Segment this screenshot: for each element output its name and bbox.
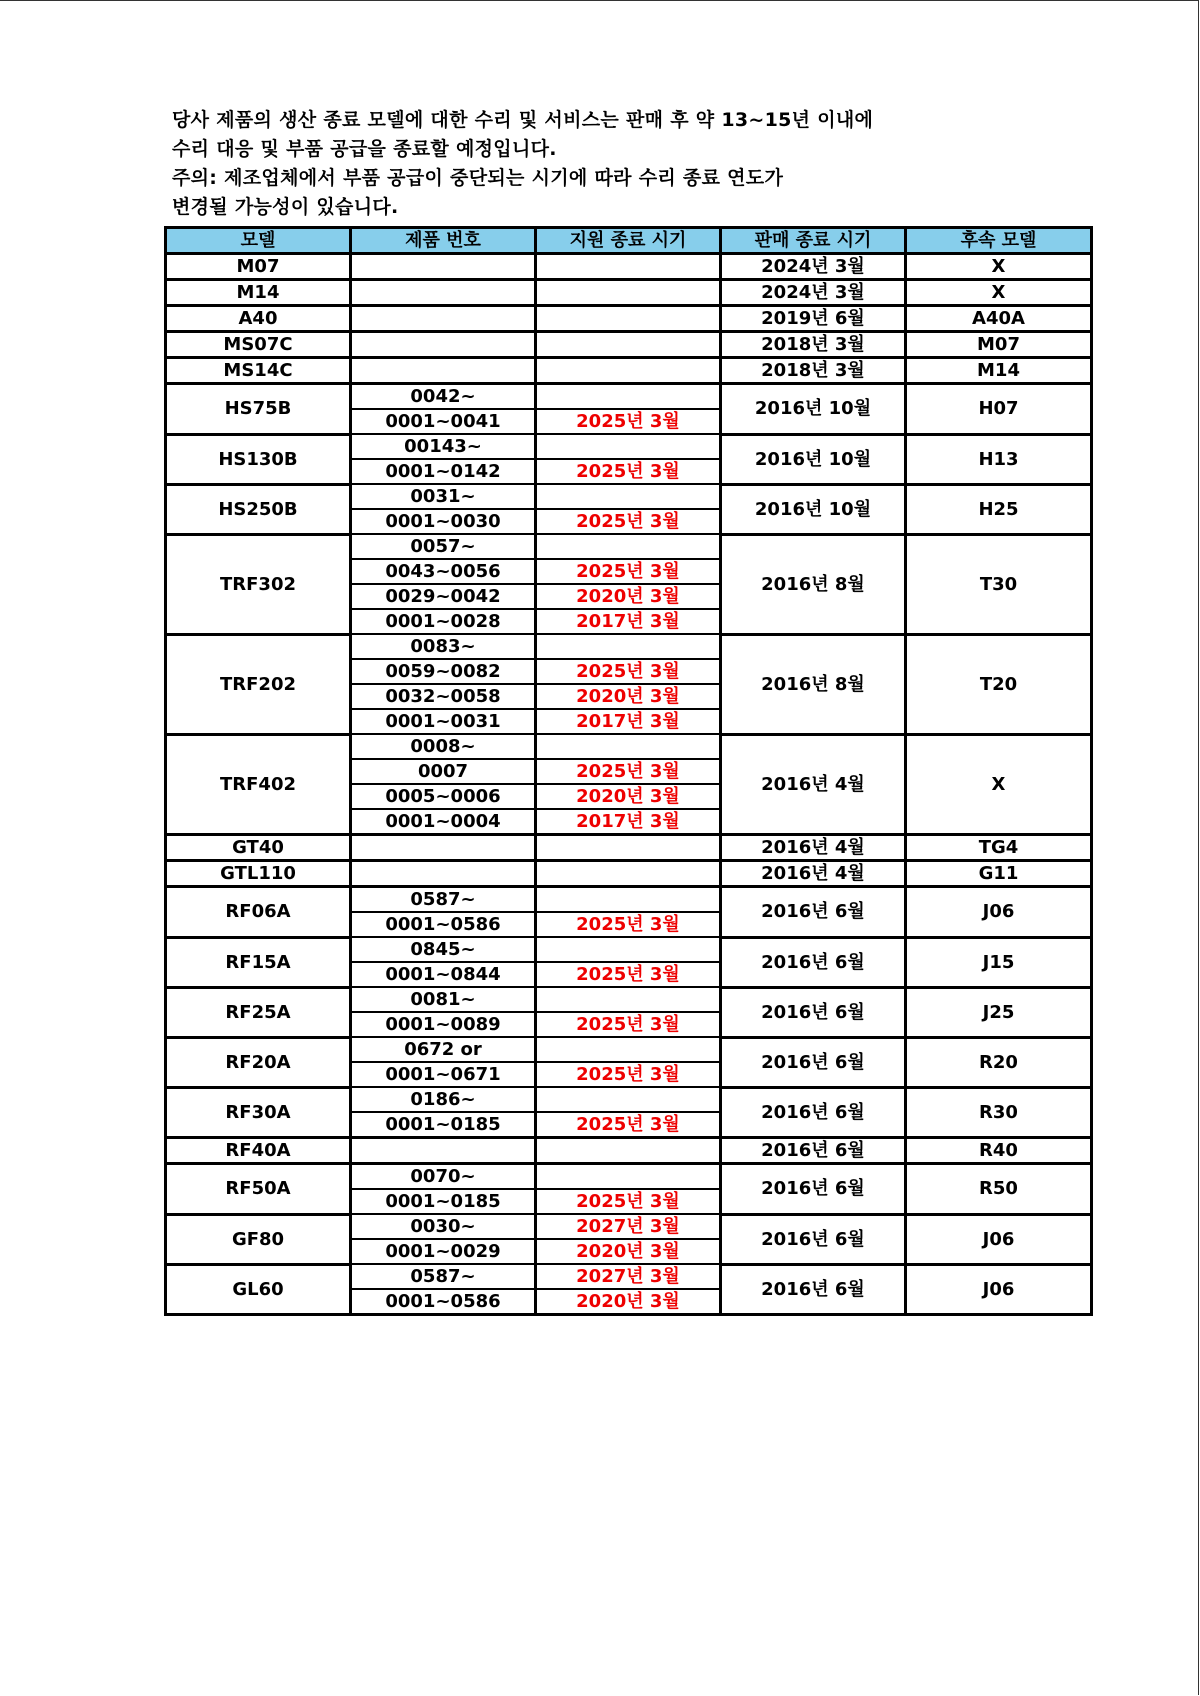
sales-end-cell: 2016년 6월: [721, 937, 906, 987]
serial-cell: 0001~0028: [351, 609, 536, 634]
successor-cell: T20: [906, 634, 1092, 734]
successor-cell: M07: [906, 332, 1092, 358]
support-end-cell: 2025년 3월: [536, 559, 721, 584]
table-row: [166, 254, 1092, 280]
support-end-cell: 2017년 3월: [536, 709, 721, 734]
serial-cell: 0186~: [351, 1087, 536, 1112]
sales-end-cell: 2018년 3월: [721, 332, 906, 358]
serial-cell: 0032~0058: [351, 684, 536, 709]
model-cell: RF20A: [166, 1037, 351, 1087]
header-support-end: 지원 종료 시기: [536, 228, 721, 254]
model-cell: RF25A: [166, 987, 351, 1037]
support-end-cell: [536, 634, 721, 659]
model-cell: HS250B: [166, 484, 351, 534]
serial-cell: 0001~0671: [351, 1062, 536, 1087]
successor-cell: R50: [906, 1164, 1092, 1215]
serial-cell: 0007: [351, 759, 536, 784]
table-row: [166, 384, 1092, 410]
sales-end-cell: 2016년 10월: [721, 484, 906, 534]
table-row: [166, 434, 1092, 459]
model-cell: RF30A: [166, 1087, 351, 1138]
serial-cell: 0030~: [351, 1214, 536, 1239]
notice-line: 수리 대응 및 부품 공급을 종료할 예정입니다.: [172, 138, 557, 160]
support-end-cell: [536, 1037, 721, 1062]
model-cell: GT40: [166, 835, 351, 861]
serial-cell: [351, 332, 536, 358]
eol-table: [164, 226, 1093, 1316]
serial-cell: 0587~: [351, 1264, 536, 1289]
sales-end-cell: 2016년 4월: [721, 835, 906, 861]
serial-cell: 0001~0586: [351, 1289, 536, 1315]
support-end-cell: [536, 1164, 721, 1190]
support-end-cell: 2025년 3월: [536, 1189, 721, 1214]
support-end-cell: [536, 280, 721, 306]
table-body: [166, 254, 1092, 1315]
table-row: [166, 1037, 1092, 1062]
sales-end-cell: 2016년 10월: [721, 434, 906, 484]
sales-end-cell: 2024년 3월: [721, 254, 906, 280]
support-end-cell: 2025년 3월: [536, 659, 721, 684]
serial-cell: [351, 835, 536, 861]
serial-cell: [351, 306, 536, 332]
successor-cell: G11: [906, 861, 1092, 887]
header-serial: 제품 번호: [351, 228, 536, 254]
table-row: [166, 937, 1092, 962]
support-end-cell: 2025년 3월: [536, 1112, 721, 1138]
support-end-cell: [536, 835, 721, 861]
model-cell: MS14C: [166, 358, 351, 384]
support-end-cell: [536, 534, 721, 559]
support-end-cell: [536, 384, 721, 410]
serial-cell: [351, 358, 536, 384]
sales-end-cell: 2016년 8월: [721, 634, 906, 734]
serial-cell: 0845~: [351, 937, 536, 962]
sales-end-cell: 2016년 6월: [721, 987, 906, 1037]
serial-cell: 0001~0844: [351, 962, 536, 987]
support-end-cell: 2025년 3월: [536, 1012, 721, 1037]
model-cell: RF50A: [166, 1164, 351, 1215]
successor-cell: M14: [906, 358, 1092, 384]
sales-end-cell: 2024년 3월: [721, 280, 906, 306]
serial-cell: 0001~0004: [351, 809, 536, 835]
successor-cell: J06: [906, 887, 1092, 938]
successor-cell: X: [906, 280, 1092, 306]
model-cell: TRF202: [166, 634, 351, 734]
serial-cell: 0001~0142: [351, 459, 536, 484]
table-row: [166, 332, 1092, 358]
table-row: [166, 987, 1092, 1012]
table-row: [166, 306, 1092, 332]
model-cell: GL60: [166, 1264, 351, 1315]
successor-cell: A40A: [906, 306, 1092, 332]
support-end-cell: 2020년 3월: [536, 684, 721, 709]
sales-end-cell: 2016년 6월: [721, 1087, 906, 1138]
serial-cell: 0001~0030: [351, 509, 536, 534]
successor-cell: J15: [906, 937, 1092, 987]
support-end-cell: [536, 358, 721, 384]
model-cell: RF06A: [166, 887, 351, 938]
successor-cell: J06: [906, 1214, 1092, 1264]
support-end-cell: [536, 484, 721, 509]
notice-line: 주의: 제조업체에서 부품 공급이 중단되는 시기에 따라 수리 종료 연도가: [172, 167, 784, 189]
notice-line: 당사 제품의 생산 종료 모델에 대한 수리 및 서비스는 판매 후 약 13~15년 이내에: [172, 109, 874, 131]
support-end-cell: 2025년 3월: [536, 962, 721, 987]
support-end-cell: 2027년 3월: [536, 1264, 721, 1289]
serial-cell: 0043~0056: [351, 559, 536, 584]
successor-cell: T30: [906, 534, 1092, 634]
support-end-cell: 2017년 3월: [536, 609, 721, 634]
successor-cell: R20: [906, 1037, 1092, 1087]
sales-end-cell: 2016년 6월: [721, 887, 906, 938]
header-successor: 후속 모델: [906, 228, 1092, 254]
notice-line: 변경될 가능성이 있습니다.: [172, 196, 399, 218]
table-row: [166, 1264, 1092, 1289]
sales-end-cell: 2016년 6월: [721, 1138, 906, 1164]
serial-cell: 0001~0185: [351, 1112, 536, 1138]
model-cell: GF80: [166, 1214, 351, 1264]
sales-end-cell: 2016년 4월: [721, 734, 906, 835]
support-end-cell: 2020년 3월: [536, 784, 721, 809]
table-row: [166, 835, 1092, 861]
successor-cell: H07: [906, 384, 1092, 435]
model-cell: TRF302: [166, 534, 351, 634]
table-row: [166, 1087, 1092, 1112]
table-row: [166, 1138, 1092, 1164]
sales-end-cell: 2016년 6월: [721, 1037, 906, 1087]
header-row: [166, 228, 1092, 254]
serial-cell: [351, 254, 536, 280]
support-end-cell: 2020년 3월: [536, 1289, 721, 1315]
serial-cell: 0042~: [351, 384, 536, 410]
successor-cell: J06: [906, 1264, 1092, 1315]
support-end-cell: [536, 1087, 721, 1112]
table-row: [166, 1164, 1092, 1190]
model-cell: RF15A: [166, 937, 351, 987]
successor-cell: X: [906, 254, 1092, 280]
sales-end-cell: 2016년 8월: [721, 534, 906, 634]
serial-cell: 0001~0041: [351, 409, 536, 434]
sales-end-cell: 2016년 10월: [721, 384, 906, 435]
table-row: [166, 734, 1092, 759]
serial-cell: 0081~: [351, 987, 536, 1012]
serial-cell: 0001~0185: [351, 1189, 536, 1214]
model-cell: M14: [166, 280, 351, 306]
model-cell: TRF402: [166, 734, 351, 835]
support-end-cell: [536, 434, 721, 459]
serial-cell: 0587~: [351, 887, 536, 913]
successor-cell: R40: [906, 1138, 1092, 1164]
sales-end-cell: 2016년 6월: [721, 1214, 906, 1264]
sales-end-cell: 2019년 6월: [721, 306, 906, 332]
model-cell: HS130B: [166, 434, 351, 484]
support-end-cell: [536, 887, 721, 913]
serial-cell: 0672 or: [351, 1037, 536, 1062]
header-sales-end: 판매 종료 시기: [721, 228, 906, 254]
serial-cell: 0001~0089: [351, 1012, 536, 1037]
table-row: [166, 534, 1092, 559]
sales-end-cell: 2016년 6월: [721, 1164, 906, 1215]
successor-cell: X: [906, 734, 1092, 835]
support-end-cell: 2020년 3월: [536, 1239, 721, 1264]
serial-cell: 0008~: [351, 734, 536, 759]
support-end-cell: [536, 1138, 721, 1164]
successor-cell: TG4: [906, 835, 1092, 861]
support-end-cell: [536, 306, 721, 332]
support-end-cell: [536, 987, 721, 1012]
model-cell: HS75B: [166, 384, 351, 435]
model-cell: A40: [166, 306, 351, 332]
model-cell: GTL110: [166, 861, 351, 887]
serial-cell: [351, 1138, 536, 1164]
support-end-cell: 2025년 3월: [536, 759, 721, 784]
support-end-cell: 2025년 3월: [536, 912, 721, 937]
header-model: 모델: [166, 228, 351, 254]
support-end-cell: [536, 937, 721, 962]
support-end-cell: [536, 734, 721, 759]
support-end-cell: [536, 332, 721, 358]
model-cell: M07: [166, 254, 351, 280]
serial-cell: 0029~0042: [351, 584, 536, 609]
notice-text: [172, 106, 1072, 222]
table-row: [166, 634, 1092, 659]
support-end-cell: 2025년 3월: [536, 1062, 721, 1087]
serial-cell: 0001~0586: [351, 912, 536, 937]
successor-cell: H25: [906, 484, 1092, 534]
serial-cell: 0059~0082: [351, 659, 536, 684]
sales-end-cell: 2016년 4월: [721, 861, 906, 887]
serial-cell: [351, 861, 536, 887]
support-end-cell: 2020년 3월: [536, 584, 721, 609]
support-end-cell: 2027년 3월: [536, 1214, 721, 1239]
table-row: [166, 280, 1092, 306]
serial-cell: 0001~0031: [351, 709, 536, 734]
serial-cell: 00143~: [351, 434, 536, 459]
table-row: [166, 484, 1092, 509]
support-end-cell: [536, 254, 721, 280]
serial-cell: 0001~0029: [351, 1239, 536, 1264]
serial-cell: 0057~: [351, 534, 536, 559]
sales-end-cell: 2016년 6월: [721, 1264, 906, 1315]
table-row: [166, 887, 1092, 913]
successor-cell: R30: [906, 1087, 1092, 1138]
table-row: [166, 1214, 1092, 1239]
sales-end-cell: 2018년 3월: [721, 358, 906, 384]
serial-cell: 0031~: [351, 484, 536, 509]
support-end-cell: 2025년 3월: [536, 409, 721, 434]
successor-cell: J25: [906, 987, 1092, 1037]
serial-cell: 0005~0006: [351, 784, 536, 809]
support-end-cell: 2025년 3월: [536, 509, 721, 534]
table-row: [166, 358, 1092, 384]
model-cell: MS07C: [166, 332, 351, 358]
model-cell: RF40A: [166, 1138, 351, 1164]
successor-cell: H13: [906, 434, 1092, 484]
serial-cell: 0083~: [351, 634, 536, 659]
support-end-cell: 2017년 3월: [536, 809, 721, 835]
serial-cell: 0070~: [351, 1164, 536, 1190]
support-end-cell: 2025년 3월: [536, 459, 721, 484]
table-row: [166, 861, 1092, 887]
support-end-cell: [536, 861, 721, 887]
serial-cell: [351, 280, 536, 306]
